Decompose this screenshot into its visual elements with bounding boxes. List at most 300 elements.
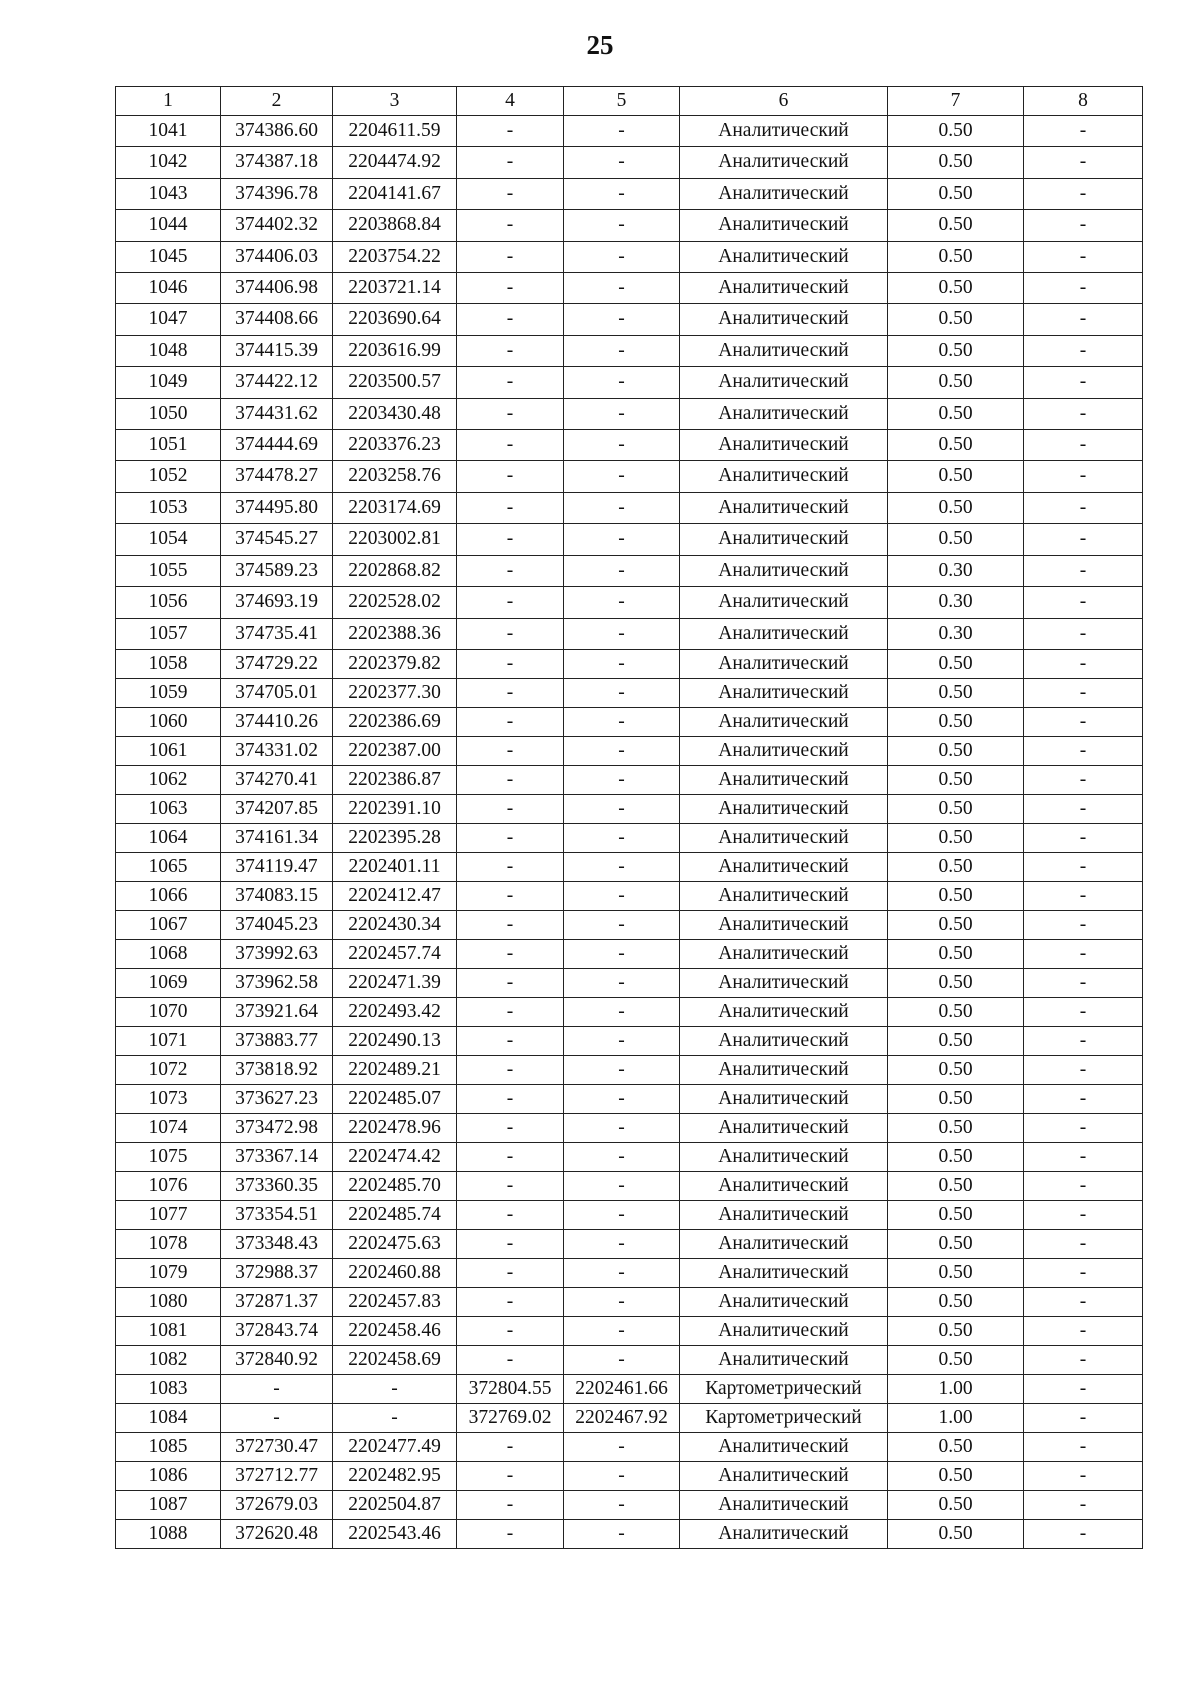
table-cell: 0.50 [888,178,1024,209]
table-cell: - [1024,555,1143,586]
table-row [116,1142,1143,1171]
table-row [116,852,1143,881]
table-cell: 1060 [116,707,221,736]
table-row [116,241,1143,272]
table-cell: - [1024,273,1143,304]
table-cell: 0.50 [888,492,1024,523]
table-row [116,736,1143,765]
column-header: 5 [564,87,680,116]
table-cell: - [457,555,564,586]
table-cell: - [457,587,564,618]
table-cell: - [457,304,564,335]
table-cell: - [1024,304,1143,335]
table-cell: - [1024,178,1143,209]
table-cell: 2202485.70 [333,1171,457,1200]
table-cell: - [457,997,564,1026]
table-cell: - [1024,147,1143,178]
table-cell: Аналитический [680,765,888,794]
table-cell: 1072 [116,1055,221,1084]
table-cell: 374729.22 [221,649,333,678]
column-header: 7 [888,87,1024,116]
table-cell: Аналитический [680,997,888,1026]
table-cell: 2202467.92 [564,1403,680,1432]
table-cell: - [564,1258,680,1287]
table-cell: Аналитический [680,794,888,823]
table-cell: 2203500.57 [333,367,457,398]
table-row [116,618,1143,649]
table-cell: - [1024,241,1143,272]
table-cell: Аналитический [680,147,888,178]
table-cell: 374083.15 [221,881,333,910]
table-cell: - [564,678,680,707]
table-row [116,939,1143,968]
table-cell: 374119.47 [221,852,333,881]
table-cell: Аналитический [680,1055,888,1084]
table-cell: - [564,335,680,366]
table-cell: - [564,430,680,461]
table-cell: 372769.02 [457,1403,564,1432]
table-cell: 0.50 [888,765,1024,794]
table-cell: 1043 [116,178,221,209]
table-cell: - [1024,1432,1143,1461]
table-cell: Картометрический [680,1374,888,1403]
table-cell: 2202386.87 [333,765,457,794]
column-header: 3 [333,87,457,116]
table-cell: 374410.26 [221,707,333,736]
table-cell: 2202868.82 [333,555,457,586]
table-cell: Аналитический [680,618,888,649]
table-cell: 374422.12 [221,367,333,398]
table-row [116,587,1143,618]
table-cell: 1076 [116,1171,221,1200]
table-cell: 2202412.47 [333,881,457,910]
table-cell: 1053 [116,492,221,523]
table-cell: 1055 [116,555,221,586]
table-cell: - [564,618,680,649]
table-cell: 2202377.30 [333,678,457,707]
table-row [116,968,1143,997]
table-cell: 1056 [116,587,221,618]
table-cell: 0.50 [888,1461,1024,1490]
table-cell: 1045 [116,241,221,272]
table-cell: 372871.37 [221,1287,333,1316]
table-cell: 1074 [116,1113,221,1142]
table-cell: 0.50 [888,241,1024,272]
table-cell: 1083 [116,1374,221,1403]
table-cell: - [1024,1113,1143,1142]
table-cell: - [564,823,680,852]
table-cell: Аналитический [680,881,888,910]
table-cell: - [1024,939,1143,968]
table-cell: 2204141.67 [333,178,457,209]
column-header: 2 [221,87,333,116]
table-cell: 1046 [116,273,221,304]
table-cell: 0.50 [888,1258,1024,1287]
table-cell: 1065 [116,852,221,881]
table-cell: Аналитический [680,335,888,366]
table-cell: 374331.02 [221,736,333,765]
table-cell: - [564,178,680,209]
table-cell: 0.50 [888,398,1024,429]
table-cell: 0.50 [888,852,1024,881]
table-cell: 2204611.59 [333,116,457,147]
table-cell: 1050 [116,398,221,429]
table-cell: 2202474.42 [333,1142,457,1171]
table-cell: Аналитический [680,678,888,707]
table-row [116,823,1143,852]
table-cell: - [1024,524,1143,555]
table-cell: 1069 [116,968,221,997]
table-row [116,1403,1143,1432]
table-cell: - [1024,430,1143,461]
table-cell: Аналитический [680,178,888,209]
table-cell: - [457,649,564,678]
table-cell: 0.50 [888,335,1024,366]
table-cell: 1078 [116,1229,221,1258]
table-cell: 373360.35 [221,1171,333,1200]
table-cell: - [564,910,680,939]
table-cell: - [1024,1200,1143,1229]
table-cell: 1071 [116,1026,221,1055]
table-cell: - [1024,1142,1143,1171]
table-body [116,116,1143,1549]
table-cell: 2202490.13 [333,1026,457,1055]
table-row [116,765,1143,794]
table-cell: - [1024,1026,1143,1055]
table-row [116,492,1143,523]
table-cell: Аналитический [680,587,888,618]
table-cell: 0.50 [888,210,1024,241]
table-cell: Аналитический [680,1316,888,1345]
table-cell: - [564,968,680,997]
table-cell: - [1024,1287,1143,1316]
table-cell: 2202504.87 [333,1490,457,1519]
table-cell: 2202461.66 [564,1374,680,1403]
table-cell: Аналитический [680,273,888,304]
table-cell: - [564,1055,680,1084]
table-cell: - [1024,1374,1143,1403]
table-cell: - [1024,1084,1143,1113]
table-cell: 374161.34 [221,823,333,852]
table-cell: - [457,367,564,398]
table-cell: - [564,524,680,555]
table-row [116,367,1143,398]
table-cell: - [1024,736,1143,765]
table-cell: 1.00 [888,1374,1024,1403]
table-cell: 2202458.69 [333,1345,457,1374]
table-cell: 0.50 [888,1113,1024,1142]
table-cell: 372620.48 [221,1519,333,1548]
table-cell: 2202395.28 [333,823,457,852]
table-cell: 0.50 [888,997,1024,1026]
table-cell: 372804.55 [457,1374,564,1403]
table-cell: 0.50 [888,823,1024,852]
table-cell: - [457,273,564,304]
table-row [116,1200,1143,1229]
table-cell: - [1024,1171,1143,1200]
table-cell: Аналитический [680,1142,888,1171]
table-cell: 1063 [116,794,221,823]
table-cell: - [457,335,564,366]
table-cell: - [457,1229,564,1258]
table-cell: 0.50 [888,304,1024,335]
table-row [116,147,1143,178]
table-cell: - [457,968,564,997]
table-row [116,304,1143,335]
table-cell: 1064 [116,823,221,852]
table-cell: 2202457.83 [333,1287,457,1316]
table-cell: - [564,794,680,823]
table-cell: - [564,555,680,586]
table-cell: - [1024,1345,1143,1374]
table-cell: 2203721.14 [333,273,457,304]
table-cell: - [457,1258,564,1287]
table-cell: Аналитический [680,524,888,555]
table-cell: 374545.27 [221,524,333,555]
table-cell: - [1024,765,1143,794]
table-cell: Картометрический [680,1403,888,1432]
table-cell: 0.50 [888,968,1024,997]
table-row [116,881,1143,910]
table-row [116,1490,1143,1519]
table-cell: - [457,1142,564,1171]
table-cell: - [457,910,564,939]
table-cell: - [457,178,564,209]
table-cell: 0.50 [888,707,1024,736]
table-cell: Аналитический [680,736,888,765]
table-cell: 1085 [116,1432,221,1461]
table-row [116,997,1143,1026]
table-cell: - [457,678,564,707]
table-cell: - [564,1490,680,1519]
table-cell: - [333,1374,457,1403]
table-cell: Аналитический [680,968,888,997]
table-cell: 0.50 [888,939,1024,968]
table-cell: 2203868.84 [333,210,457,241]
table-row [116,1171,1143,1200]
table-cell: 0.50 [888,1229,1024,1258]
table-cell: - [457,1200,564,1229]
table-row [116,1461,1143,1490]
table-cell: 0.50 [888,116,1024,147]
table-cell: 0.50 [888,1026,1024,1055]
table-cell: 0.50 [888,881,1024,910]
table-cell: - [564,852,680,881]
column-header: 1 [116,87,221,116]
table-cell: 0.50 [888,1055,1024,1084]
table-cell: 374387.18 [221,147,333,178]
table-cell: - [1024,116,1143,147]
table-cell: 1061 [116,736,221,765]
table-cell: 374431.62 [221,398,333,429]
table-cell: 2202543.46 [333,1519,457,1548]
table-cell: - [1024,1403,1143,1432]
table-cell: 0.50 [888,461,1024,492]
table-row [116,1287,1143,1316]
table-cell: Аналитический [680,367,888,398]
table-row [116,1519,1143,1548]
table-cell: - [457,794,564,823]
table-cell: 374402.32 [221,210,333,241]
table-cell: 2202528.02 [333,587,457,618]
table-cell: 0.50 [888,1432,1024,1461]
table-cell: Аналитический [680,210,888,241]
table-cell: 1073 [116,1084,221,1113]
table-cell: 1088 [116,1519,221,1548]
table-cell: - [1024,1316,1143,1345]
table-cell: - [457,1519,564,1548]
table-cell: - [1024,1490,1143,1519]
table-cell: 2202477.49 [333,1432,457,1461]
table-cell: Аналитический [680,1026,888,1055]
table-row [116,1316,1143,1345]
table-cell: Аналитический [680,461,888,492]
table-cell: - [457,241,564,272]
table-cell: 1066 [116,881,221,910]
table-cell: 372843.74 [221,1316,333,1345]
table-cell: 2202401.11 [333,852,457,881]
table-cell: 2202430.34 [333,910,457,939]
table-cell: 374386.60 [221,116,333,147]
table-cell: - [457,116,564,147]
table-cell: 1041 [116,116,221,147]
table-cell: 1082 [116,1345,221,1374]
table-cell: - [457,1055,564,1084]
table-cell: 1048 [116,335,221,366]
table-cell: 1054 [116,524,221,555]
table-cell: - [564,1519,680,1548]
table-cell: Аналитический [680,116,888,147]
table-cell: - [564,1316,680,1345]
table-cell: - [457,210,564,241]
table-cell: - [1024,461,1143,492]
table-cell: 374045.23 [221,910,333,939]
table-cell: Аналитический [680,1432,888,1461]
table-cell: 374396.78 [221,178,333,209]
table-cell: - [1024,852,1143,881]
table-cell: 0.50 [888,1345,1024,1374]
table-cell: 372988.37 [221,1258,333,1287]
table-cell: - [1024,335,1143,366]
column-header: 4 [457,87,564,116]
table-cell: 374406.03 [221,241,333,272]
table-cell: 373367.14 [221,1142,333,1171]
table-cell: 1044 [116,210,221,241]
table-cell: 1067 [116,910,221,939]
table-cell: - [457,1171,564,1200]
table-cell: 374408.66 [221,304,333,335]
table-cell: - [457,492,564,523]
table-row [116,461,1143,492]
table-cell: - [1024,678,1143,707]
table-cell: - [564,1432,680,1461]
coordinates-table [115,86,1143,1549]
table-cell: - [564,1229,680,1258]
table-cell: 0.30 [888,618,1024,649]
table-cell: 2202457.74 [333,939,457,968]
table-row [116,1113,1143,1142]
table-cell: - [564,1113,680,1142]
table-cell: 0.50 [888,1084,1024,1113]
table-cell: 2202482.95 [333,1461,457,1490]
table-cell: - [564,461,680,492]
table-cell: 2202485.74 [333,1200,457,1229]
table-row [116,555,1143,586]
table-cell: 374270.41 [221,765,333,794]
table-cell: - [1024,618,1143,649]
table-cell: 2202478.96 [333,1113,457,1142]
table-cell: 374735.41 [221,618,333,649]
table-row [116,1026,1143,1055]
table-cell: - [457,430,564,461]
table-cell: 373627.23 [221,1084,333,1113]
table-cell: - [564,1461,680,1490]
table-cell: Аналитический [680,1200,888,1229]
table-cell: 372730.47 [221,1432,333,1461]
table-cell: Аналитический [680,398,888,429]
table-cell: Аналитический [680,1113,888,1142]
table-cell: - [457,1345,564,1374]
table-cell: 374444.69 [221,430,333,461]
table-cell: 374406.98 [221,273,333,304]
table-row [116,524,1143,555]
table-cell: 0.30 [888,587,1024,618]
table-cell: 2204474.92 [333,147,457,178]
table-cell: 0.50 [888,367,1024,398]
table-cell: - [457,765,564,794]
table-cell: 2203002.81 [333,524,457,555]
table-row [116,1084,1143,1113]
table-cell: - [457,1461,564,1490]
table-cell: Аналитический [680,555,888,586]
table-row [116,398,1143,429]
table-cell: 1059 [116,678,221,707]
table-cell: 1.00 [888,1403,1024,1432]
table-cell: - [1024,492,1143,523]
table-cell: - [564,492,680,523]
table-cell: - [564,881,680,910]
table-row [116,210,1143,241]
table-cell: Аналитический [680,1345,888,1374]
table-cell: - [1024,398,1143,429]
table-row [116,116,1143,147]
table-cell: 2203430.48 [333,398,457,429]
page-number: 25 [586,30,614,60]
table-row [116,1229,1143,1258]
table-cell: - [1024,1258,1143,1287]
table-cell: Аналитический [680,852,888,881]
table-cell: - [1024,997,1143,1026]
table-cell: Аналитический [680,707,888,736]
table-row [116,273,1143,304]
table-cell: 374207.85 [221,794,333,823]
table-row [116,178,1143,209]
table-cell: Аналитический [680,1461,888,1490]
table-cell: - [564,116,680,147]
table-cell: - [564,1084,680,1113]
table-cell: 1057 [116,618,221,649]
table-cell: 1087 [116,1490,221,1519]
table-cell: 0.50 [888,794,1024,823]
table-row [116,678,1143,707]
table-cell: 2202471.39 [333,968,457,997]
table-row [116,1345,1143,1374]
table-cell: 373883.77 [221,1026,333,1055]
table-cell: 0.50 [888,1519,1024,1548]
table-cell: - [457,1316,564,1345]
table-cell: - [564,367,680,398]
table-cell: - [564,587,680,618]
